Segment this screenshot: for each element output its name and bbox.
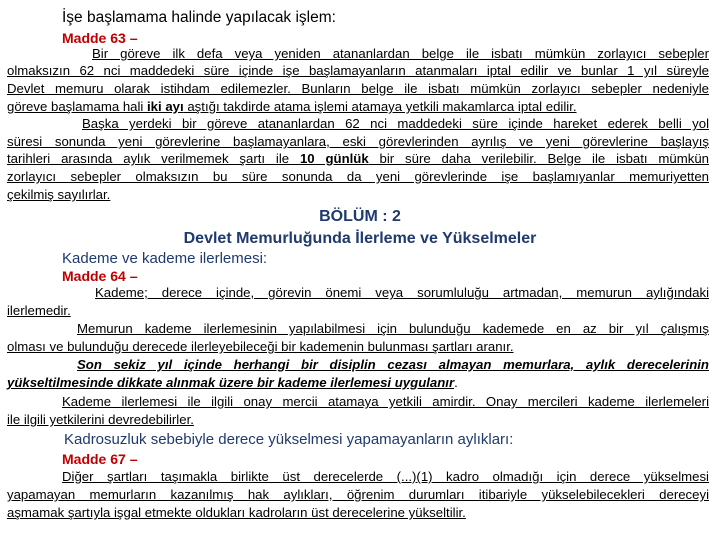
article-67-label: Madde 67 – xyxy=(62,451,138,467)
paragraph-line: Devlet memuru olarak istihdam edilemezler. Bunların belge ile isbatı mümkün zorlayıcı sebepler nedeniyle xyxy=(7,81,709,96)
paragraph-line: Başka yerdeki bir göreve atananlardan 62 nci maddedeki süre içinde hareket ederek belli yol xyxy=(82,116,709,131)
paragraph-line: yapamayan memurların kazanılmış hak aylıkları, öğrenim durumları itibariyle yükselebilecekleri dereceyi xyxy=(7,487,709,502)
paragraph-line: Son sekiz yıl içinde herhangi bir disiplin cezası almayan memurlara, aylık derecelerinin xyxy=(77,357,709,372)
paragraph-line: olmaksızın 62 nci maddedeki süre içinde işe başlamayanların atanmaları iptal edilir ve bunlar 1 yıl süreyle xyxy=(7,63,709,78)
article-63-label: Madde 63 – xyxy=(62,30,138,46)
part-title: BÖLÜM : 2 xyxy=(319,208,401,225)
text-run: . xyxy=(454,375,458,390)
text-run: göreve başlamama hali xyxy=(7,99,148,114)
paragraph-line: Bir göreve ilk defa veya yeniden atananlardan belge ile isbatı mümkün zorlayıcı sebepler xyxy=(92,46,709,61)
paragraph-line: Kademe ilerlemesi ile ilgili onay mercii atamaya yetkili amirdir. Onay mercileri kademe ilerlemeleri xyxy=(62,394,709,409)
paragraph-line: olması ve bulunduğu derecede ilerleyebileceği bir kademenin bulunması şartları aranır. xyxy=(7,339,514,354)
text-run: bir süre daha verilebilir. Belge ile isbatı mümkün xyxy=(368,151,709,166)
bold-text: 10 günlük xyxy=(299,151,369,166)
text-run: aştığı takdirde atama işlemi atamaya yetkili makamlarca iptal edilir. xyxy=(183,99,577,114)
paragraph-line: çekilmiş sayılırlar. xyxy=(7,187,111,202)
paragraph-line: ilerlemedir. xyxy=(7,303,71,318)
section-title: Devlet Memurluğunda İlerleme ve Yükselmeler xyxy=(183,230,537,247)
bold-text: iki ayı xyxy=(147,99,184,114)
paragraph-line: Diğer şartları taşımakla birlikte üst derecelerde (...)(1) kadro olmadığı için derece yükselmesi xyxy=(62,469,709,484)
section-heading: İşe başlamama halinde yapılacak işlem: xyxy=(62,9,336,26)
subsection-heading: Kademe ve kademe ilerlemesi: xyxy=(62,250,268,267)
paragraph-line: süresi sonunda yeni görevlerine başlamayanlara, eski görevlerinden ayrılış ve yeni görevlerine başlayış xyxy=(7,134,709,149)
article-64-label: Madde 64 – xyxy=(62,268,138,284)
paragraph-line xyxy=(7,151,709,166)
subsection-heading: Kadrosuzluk sebebiyle derece yükselmesi yapamayanların aylıkları: xyxy=(64,431,514,448)
paragraph-line: Kademe; derece içinde, görevin önemi veya sorumluluğu artmadan, memurun aylığındaki xyxy=(95,285,709,300)
paragraph-line: aşmamak şartıyla işgal etmekte oldukları kadroların üst derecelerine yükseltilir. xyxy=(7,505,466,520)
paragraph-line: Memurun kademe ilerlemesinin yapılabilmesi için bulunduğu kademede en az bir yıl çalışmış xyxy=(77,321,709,336)
paragraph-line: ile ilgili yetkilerini devredebilirler. xyxy=(7,412,194,427)
bold-italic-text: yükseltilmesinde dikkate alınmak üzere bir kademe ilerlemesi uygulanır xyxy=(7,375,455,390)
paragraph-line xyxy=(7,375,458,390)
text-run: tarihleri arasında aylık verilmemek şartı ile xyxy=(7,151,300,166)
paragraph-line: zorlayıcı sebepler olmaksızın bu süre sonunda da yeni görevlerinde işe başlamıyanlar memuriyetten xyxy=(7,169,709,184)
paragraph-line xyxy=(7,99,577,114)
